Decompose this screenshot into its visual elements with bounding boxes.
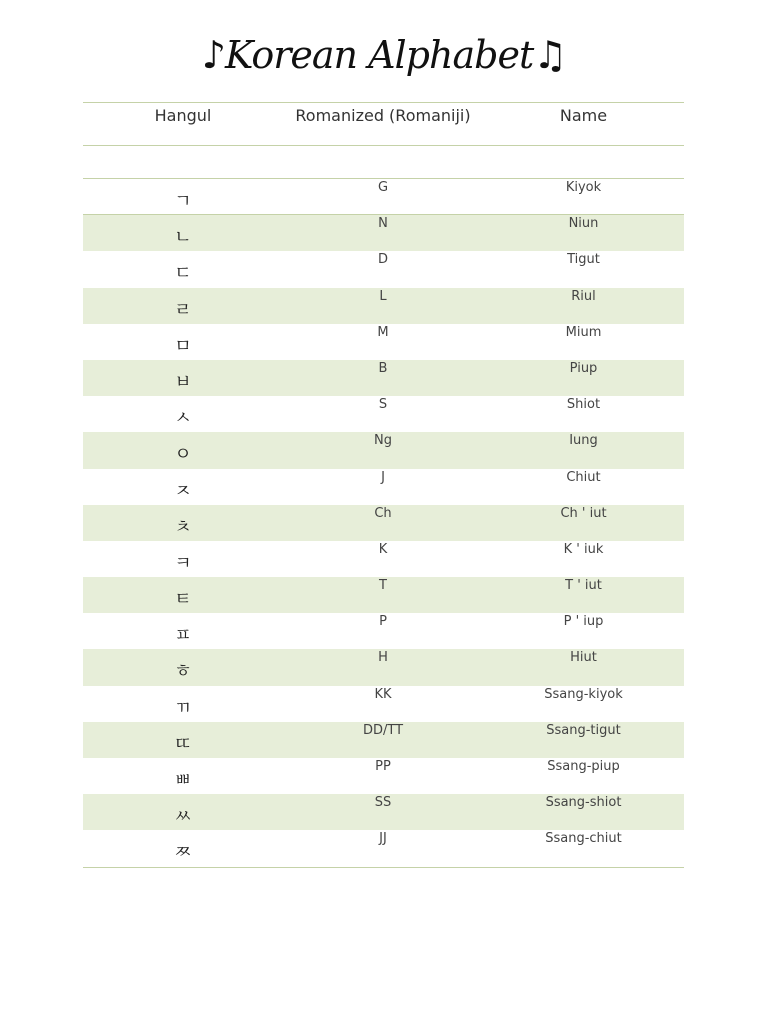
table-row xyxy=(83,396,684,432)
romanized-cell: J xyxy=(381,469,385,485)
name-cell: Niun xyxy=(568,216,599,232)
romanized-cell: G xyxy=(377,180,389,195)
romanized-cell: L xyxy=(379,288,387,304)
romanized-cell: M xyxy=(377,324,389,340)
hangul-cell: ㄷ xyxy=(174,263,192,285)
romanized-cell: S xyxy=(378,397,388,413)
table-body xyxy=(83,179,684,868)
table-row xyxy=(83,288,684,324)
table-row xyxy=(83,215,684,251)
hangul-cell: ㅉ xyxy=(174,842,192,864)
name-cell: Kiyok xyxy=(565,180,602,195)
table-row xyxy=(83,794,684,830)
hangul-cell: ㅁ xyxy=(174,335,192,357)
name-cell: Mium xyxy=(565,324,602,340)
name-cell: P ' iup xyxy=(563,614,604,630)
table-header xyxy=(83,102,684,146)
table-row xyxy=(83,830,684,866)
table-row xyxy=(83,686,684,722)
hangul-cell: ㄹ xyxy=(174,299,192,321)
name-cell: Ssang-chiut xyxy=(545,831,622,847)
hangul-cell: ㅅ xyxy=(174,408,192,430)
table-row xyxy=(83,469,684,505)
hangul-cell: ㅆ xyxy=(174,806,192,828)
alphabet-table xyxy=(83,102,684,868)
name-cell: Chiut xyxy=(566,469,601,485)
hangul-cell: ㅈ xyxy=(174,480,192,502)
table-row xyxy=(83,613,684,649)
name-cell: Tigut xyxy=(567,252,600,268)
hangul-cell: ㅋ xyxy=(174,552,192,574)
name-cell: T ' iut xyxy=(565,578,602,594)
romanized-cell: SS xyxy=(374,795,392,811)
table-row xyxy=(83,541,684,577)
header-name: Name xyxy=(559,106,608,125)
name-cell: Piup xyxy=(569,360,598,376)
table-row xyxy=(83,360,684,396)
romanized-cell: B xyxy=(378,360,388,376)
hangul-cell: ㄱ xyxy=(174,191,192,212)
name-cell: Iung xyxy=(569,433,598,449)
romanized-cell: PP xyxy=(375,759,391,774)
table-row xyxy=(83,251,684,287)
hangul-cell: ㅃ xyxy=(174,770,192,791)
romanized-cell: Ng xyxy=(374,433,392,449)
name-cell: Shiot xyxy=(566,397,601,413)
name-cell: Riul xyxy=(571,288,596,304)
hangul-cell: ㅇ xyxy=(174,444,192,466)
romanized-cell: P xyxy=(379,614,387,630)
hangul-cell: ㅍ xyxy=(174,625,192,647)
header-romanized: Romanized (Romaniji) xyxy=(295,106,471,125)
hangul-cell: ㅎ xyxy=(174,661,192,683)
blank-row xyxy=(83,146,684,179)
hangul-cell: ㄸ xyxy=(174,733,192,755)
romanized-cell: N xyxy=(378,216,388,232)
table-row xyxy=(83,758,684,794)
name-cell: Ssang-piup xyxy=(547,759,620,774)
romanized-cell: DD/TT xyxy=(362,722,404,738)
romanized-cell: KK xyxy=(374,686,392,702)
name-cell: K ' iuk xyxy=(563,541,604,557)
romanized-cell: T xyxy=(379,578,387,594)
header-hangul: Hangul xyxy=(154,106,212,125)
table-row xyxy=(83,505,684,541)
table-row xyxy=(83,577,684,613)
hangul-cell: ㄲ xyxy=(174,697,192,719)
page-title: ♪Korean Alphabet♫ xyxy=(201,33,567,77)
hangul-cell: ㅌ xyxy=(174,589,192,611)
table-row xyxy=(83,179,684,215)
hangul-cell: ㅊ xyxy=(174,516,192,538)
table-row xyxy=(83,722,684,758)
romanized-cell: K xyxy=(378,541,388,557)
hangul-cell: ㄴ xyxy=(174,227,192,249)
hangul-cell: ㅂ xyxy=(174,371,192,393)
romanized-cell: H xyxy=(378,650,388,666)
romanized-cell: JJ xyxy=(379,831,387,847)
name-cell: Ssang-tigut xyxy=(546,722,621,738)
romanized-cell: D xyxy=(377,252,388,268)
name-cell: Ssang-kiyok xyxy=(544,686,623,702)
name-cell: Ch ' iut xyxy=(560,505,607,521)
table-row xyxy=(83,432,684,468)
name-cell: Ssang-shiot xyxy=(545,795,622,811)
table-row xyxy=(83,649,684,685)
table-row xyxy=(83,324,684,360)
name-cell: Hiut xyxy=(570,650,597,666)
romanized-cell: Ch xyxy=(374,505,392,521)
